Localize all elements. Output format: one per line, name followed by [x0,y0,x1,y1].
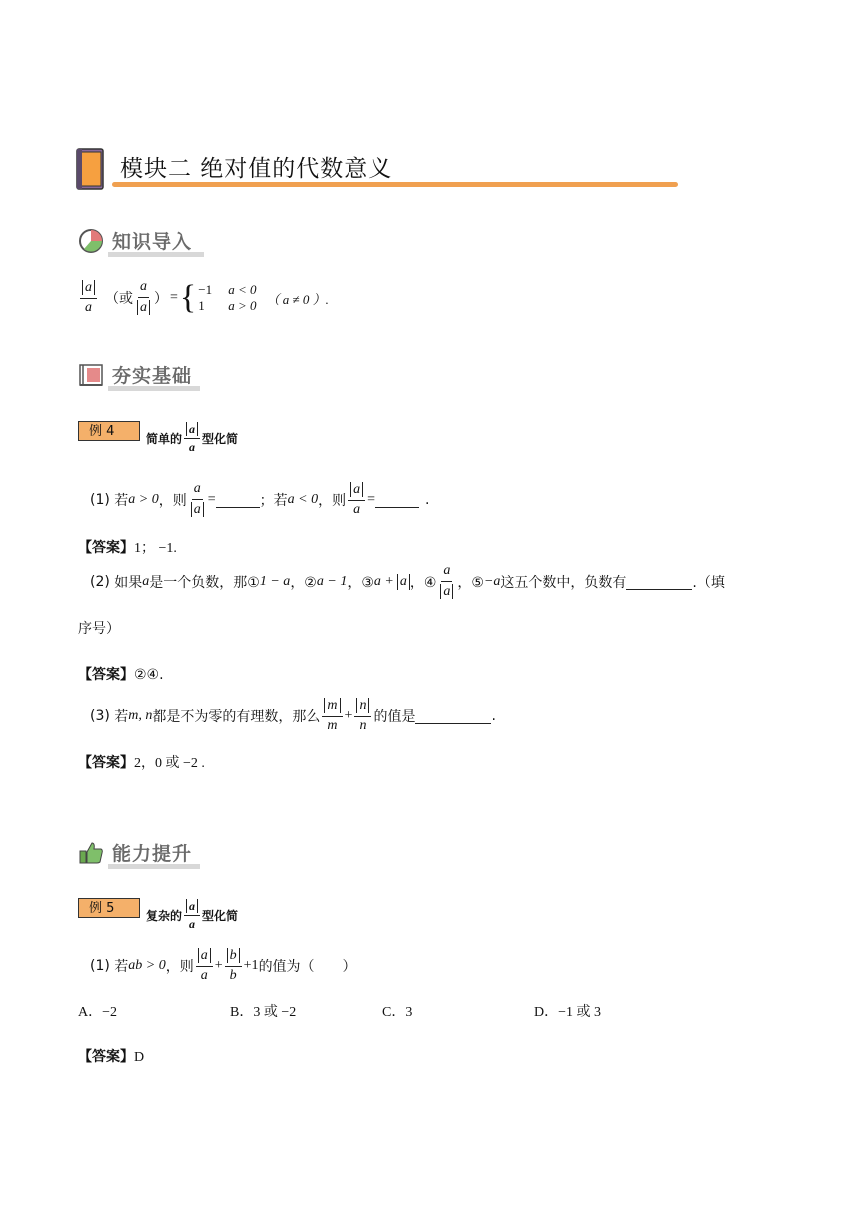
answer-4-2: 【答案】②④. [78,667,164,683]
answer-blank[interactable] [216,493,260,508]
option-c[interactable]: C．3 [382,1005,413,1020]
brace-icon: { [179,279,197,316]
section-knowledge [78,224,208,258]
thumbs-up-icon [78,840,104,866]
answer-blank[interactable] [415,709,491,724]
module-underline [112,182,678,187]
module-header [76,146,680,192]
piecewise-cases: −1 a < 0 1 a > 0 [198,282,257,313]
formula-line: $\frac{a}{a}$ （或 $\frac{a}{a}$ ） = { −1 a < 0 1 a > 0 （ a ≠ 0 ）. [78,276,329,320]
fraction-a-over-abs-a: $\frac{a}{a}$ [135,280,152,315]
question-4-1: (1) 若 a > 0 ，则 $\frac{a}{a}$ = ；若 a < 0 ，则 $\frac{a}{a}$ = . [90,481,430,517]
answer-blank[interactable] [626,575,692,590]
question-4-2-cont: 序号） [78,621,120,637]
answer-blank[interactable] [375,493,419,508]
question-4-3: (3) 若 m, n 都是不为零的有理数，那么 $\frac{m}{m}$ + $\frac{n}{n}$ 的值是 . [90,698,496,733]
question-4-2: (2) 如果 a 是一个负数，那① 1 − a ，② a − 1 ，③ a + a ，④ $\frac{a}{a}$ ，⑤ −a 这五个数中，负数有 .（填 [90,563,725,599]
section-basic [78,358,208,392]
fraction-abs-a-over-a: $\frac{a}{a}$ [80,280,97,315]
section-advance [78,836,208,870]
section-title: 夯实基础 [112,365,193,387]
example-label: 例 4 [78,421,140,441]
module-title: 模块二 绝对值的代数意义 [120,156,393,182]
notebook-icon [78,362,104,388]
answer-4-3: 【答案】2，0 或 −2 . [78,755,205,771]
section-title: 知识导入 [112,231,193,253]
example4-title: 简单的 $\frac{a}{a}$ 型化简 [146,421,239,454]
answer-5-1: 【答案】D [78,1049,145,1065]
book-icon [76,148,106,190]
example5-title: 复杂的 $\frac{a}{a}$ 型化简 [146,898,239,931]
example-label: 例 5 [78,898,140,918]
option-a[interactable]: A．−2 [78,1005,118,1020]
answer-4-1: 【答案】1； −1. [78,540,177,556]
question-5-1: (1) 若 ab > 0 ，则 $\frac{a}{a}$ + $\frac{b}{b}$ +1 的值为（ ） [90,948,357,983]
option-b[interactable]: B．3 或 −2 [230,1005,297,1020]
pie-chart-icon [78,228,104,254]
section-title: 能力提升 [112,843,193,865]
option-d[interactable]: D．−1 或 3 [534,1005,602,1020]
